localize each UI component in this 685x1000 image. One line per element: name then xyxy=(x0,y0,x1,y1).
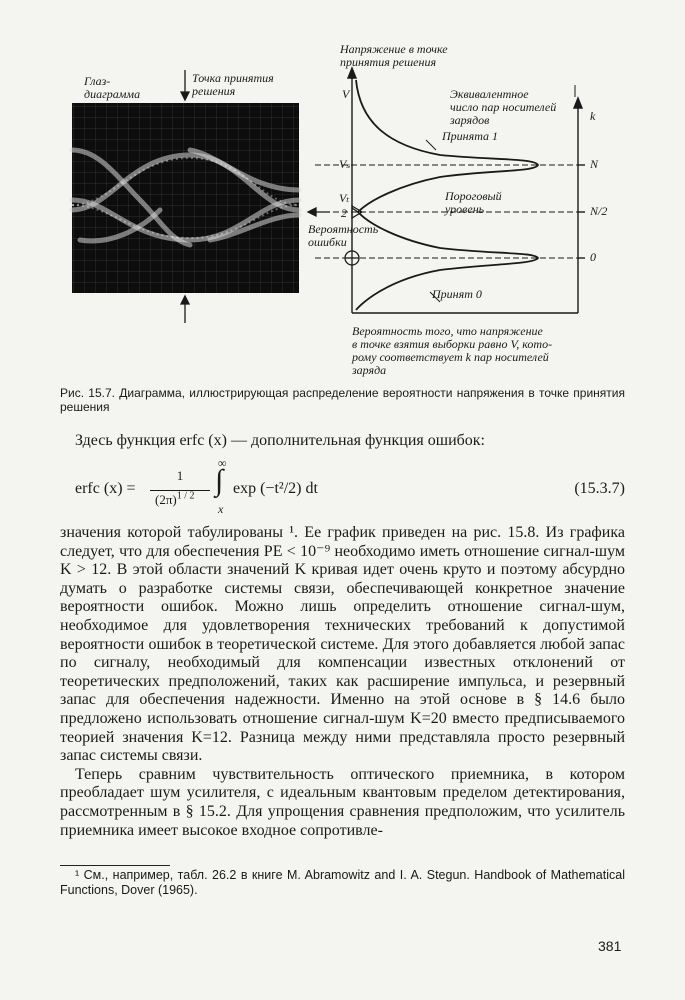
formula-integrand: exp (−t²/2) dt xyxy=(233,480,318,497)
label-eye-diagram: Глаз- диаграмма xyxy=(84,74,141,101)
integral-sign: ∫ xyxy=(215,464,224,497)
label-bottom-explanation: Вероятность того, что напряжение в точке взятия выборки равно V, кото- рому соответствует k пар носителей заряда xyxy=(352,324,553,377)
label-voltage-axis: Напряжение в точке принятия решения xyxy=(340,42,448,69)
label-k: k xyxy=(590,109,596,123)
label-n: N xyxy=(590,157,599,171)
page-number: 381 xyxy=(598,938,622,954)
formula-lhs: erfc (x) = xyxy=(75,480,136,497)
formula-lower-limit: x xyxy=(218,502,224,516)
figure-caption xyxy=(60,386,625,414)
label-zero: 0 xyxy=(590,250,596,264)
label-accepted-one: Принята 1 xyxy=(442,129,499,143)
label-n-half: N/2 xyxy=(590,204,608,218)
footnote-rule xyxy=(60,865,170,866)
paragraph-2: Теперь сравним чувствительность оптического приемника, в котором преобладает шум усилителя, с идеальным квантовым пределом детектирования, рассмотренным в § 15.2. Для упрощения сравнения предположим, что усилитель приемника имеет высокое входное сопротивле- xyxy=(60,765,625,839)
label-error-probability: Вероятность ошибки xyxy=(308,222,379,249)
caption-text: Диаграмма, иллюстрирующая распределение вероятности напряжения в точке принятия решения xyxy=(60,386,625,414)
equation-number: (15.3.7) xyxy=(574,480,625,497)
footnote: ¹ См., например, табл. 26.2 в книге M. Abramowitz and I. A. Stegun. Handbook of Mathematical Functions, Dover (1965). xyxy=(60,868,625,897)
label-threshold-level: Пороговый уровень xyxy=(445,189,502,216)
formula-upper-limit: ∞ xyxy=(218,456,227,470)
equation-15-3-7 xyxy=(75,456,625,522)
caption-number: Рис. 15.7. xyxy=(60,386,115,400)
label-sampling-point: Точка принятия решения xyxy=(192,71,274,98)
label-v: V xyxy=(342,87,350,101)
paragraph-1: значения которой табулированы ¹. Ее график приведен на рис. 15.8. Из графика следует, что для обеспечения PE < 10⁻⁹ необходимо иметь отношение сигнал-шум K > 12. В этой области значений K кривая идет очень круто и поэтому абсурдно думать о разработке системы связи, обеспечивающей конкретное значение вероятности ошибок. Можно лишь определить отношение сигнал-шум, необходимое для удовлетворения технических требований к допустимой вероятности ошибок в теоретической системе. Для этого добавляется любой запас по сигналу, необходимый для компенсации известных отклонений от теоретических предположений, таких как расширение импульса, и резервный запас для обеспечения надежности. Именно на этой основе в § 14.6 было предложено использовать отношение сигнал-шум K=20 вместо предписываемого теорией значения K=12. Разница между ними представляла просто резервный запас системы связи. xyxy=(60,524,625,765)
formula-denominator: (2π) xyxy=(155,492,177,507)
formula-numerator: 1 xyxy=(176,468,184,483)
label-equivalent-pairs: Эквивалентное число пар носителей зарядов xyxy=(450,87,557,127)
label-vt: Vₜ xyxy=(339,191,350,205)
figure-15-7 xyxy=(40,40,650,385)
intro-line: Здесь функция erfc (x) — дополнительная функция ошибок: xyxy=(75,432,485,449)
formula-denominator-exp: 1 / 2 xyxy=(176,490,195,502)
label-vs: Vₛ xyxy=(339,157,351,171)
label-accepted-zero: Принят 0 xyxy=(432,287,482,301)
body-text xyxy=(60,524,625,840)
label-two: 2 xyxy=(341,206,347,220)
